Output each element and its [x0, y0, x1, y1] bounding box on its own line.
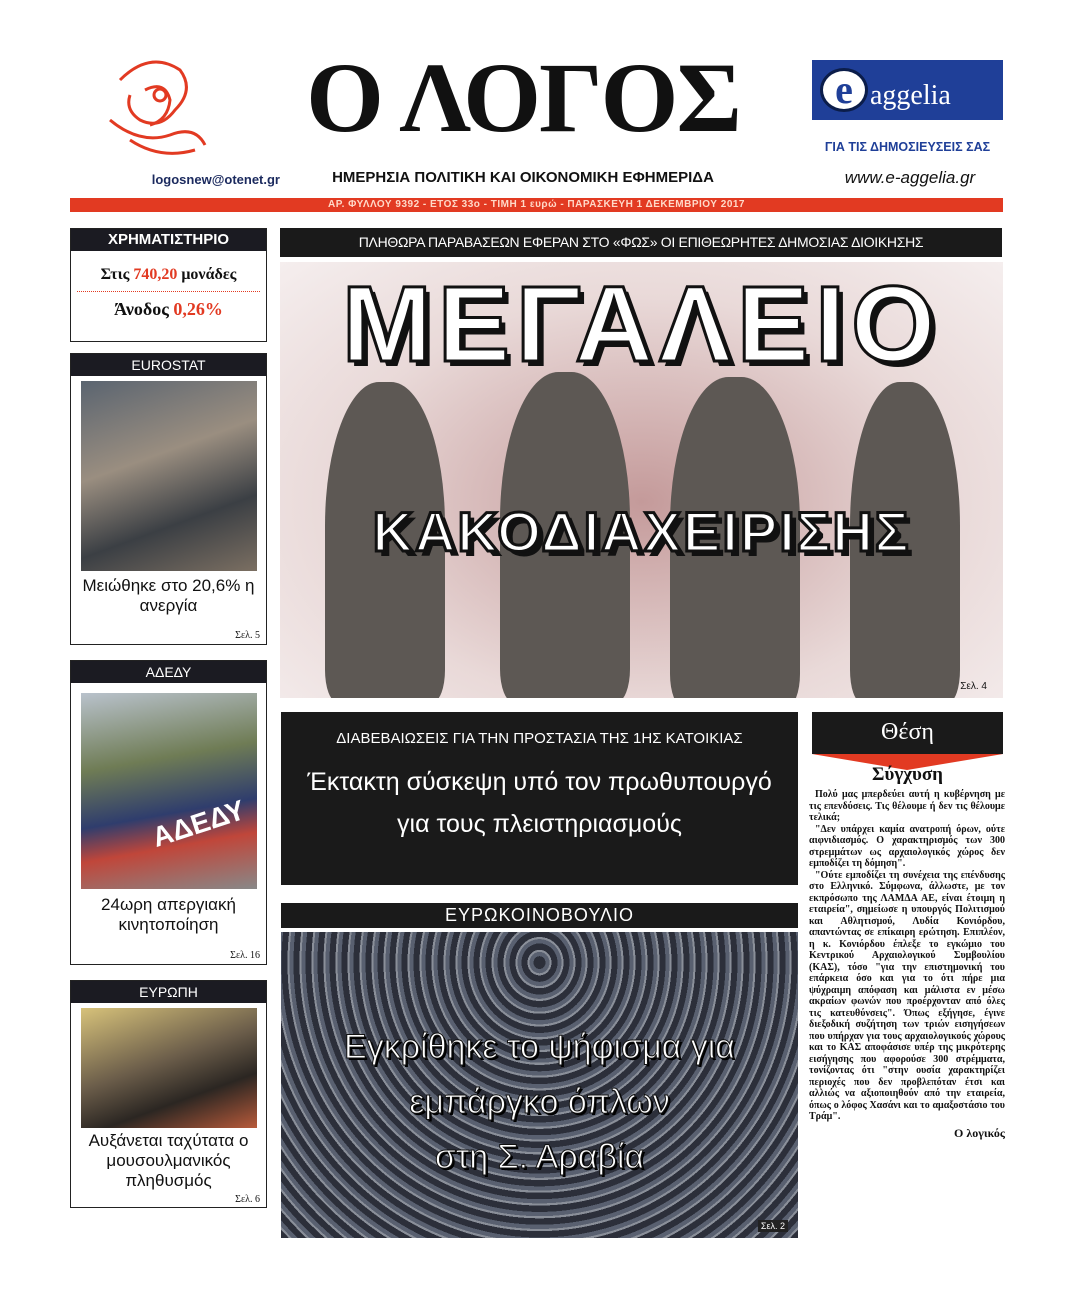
stock-label: Στις	[100, 266, 130, 283]
feature-headline-line1: Έκτακτη σύσκεψη υπό τον πρωθυπουργό	[307, 768, 772, 796]
headline-main: ΜΕΓΑΛΕΙΟ	[341, 263, 942, 384]
eu-parliament-story[interactable]	[281, 932, 798, 1238]
sidebar-story-adedy[interactable]	[70, 660, 267, 965]
headline-sub: ΚΑΚΟΔΙΑΧΕΙΡΙΣΗΣ	[372, 500, 911, 563]
column-title: Σύγχυση	[872, 764, 943, 785]
page-ref: Σελ. 2	[758, 1220, 788, 1232]
story-caption: Αυξάνεται ταχύτατα ο μουσουλμανικός πληθυσμός	[88, 1131, 249, 1190]
contact-email[interactable]: logosnew@otenet.gr	[151, 172, 280, 187]
stock-change-label: Άνοδος	[114, 299, 169, 319]
page-ref: Σελ. 16	[230, 950, 260, 961]
column-header: Θέση	[812, 712, 1003, 754]
newspaper-title: Ο ΛΟΓΟΣ	[306, 42, 740, 153]
column-paragraph: "Δεν υπάρχει καμία ανατροπή όρων, ούτε αιφνιδιασμός. Ο χαρακτηρισμός των 300 στρεμμάτων ως αρχαιολογικός χώρος δεν εμποδίζει τη δόμηση".	[809, 823, 1005, 869]
e-logo-icon: e	[820, 68, 868, 112]
feature-kicker: ΔΙΑΒΕΒΑΙΩΣΕΙΣ ΓΙΑ ΤΗΝ ΠΡΟΣΤΑΣΙΑ ΤΗΣ 1ΗΣ ΚΑΤΟΙΚΙΑΣ	[336, 730, 743, 747]
story-caption: 24ωρη απεργιακή κινητοποίηση	[101, 895, 236, 934]
eaggelia-ad-logo[interactable]	[812, 60, 1003, 120]
sidebar-story-europe[interactable]	[70, 980, 267, 1208]
eu-headline-line2: εμπάργκο όπλων	[409, 1083, 670, 1121]
eu-headline-line1: Εγκρίθηκε το ψήφισμα για	[344, 1028, 735, 1066]
story-photo	[81, 693, 257, 889]
lead-kicker: ΠΛΗΘΩΡΑ ΠΑΡΑΒΑΣΕΩΝ ΕΦΕΡΑΝ ΣΤΟ «ΦΩΣ» ΟΙ ΕΠΙΘΕΩΡΗΤΕΣ ΔΗΜΟΣΙΑΣ ΔΙΟΙΚΗΣΗΣ	[280, 228, 1002, 257]
stock-change-line	[71, 298, 266, 320]
story-header: ΕΥΡΩΠΗ	[71, 981, 266, 1003]
page-ref: Σελ. 4	[960, 681, 987, 692]
stock-change-value: 0,26%	[173, 299, 223, 319]
banner-text: ΑΔΕΔΥ	[148, 794, 249, 853]
issue-info-strip: ΑΡ. ΦΥΛΛΟΥ 9392 - ΕΤΟΣ 33ο - ΤΙΜΗ 1 ευρώ - ΠΑΡΑΣΚΕΥΗ 1 ΔΕΚΕΜΒΡΙΟΥ 2017	[70, 198, 1003, 212]
eaggelia-logo-text: aggelia	[870, 80, 951, 111]
column-body	[809, 789, 1005, 1140]
feature-story[interactable]	[281, 712, 798, 885]
stock-value: 740,20	[133, 266, 178, 283]
stock-header: ΧΡΗΜΑΤΙΣΤΗΡΙΟ	[71, 229, 266, 251]
newspaper-logo-illustration	[100, 50, 225, 165]
lead-story-cartoon[interactable]	[280, 262, 1003, 698]
eu-section-header: ΕΥΡΩΚΟΙΝΟΒΟΥΛΙΟ	[281, 903, 798, 928]
eu-headline-line3: στη Σ. Αραβία	[434, 1138, 645, 1176]
column-paragraph: Πολύ μας μπερδεύει αυτή η κυβέρνηση με τις επενδύσεις. Τις θέλουμε ή δεν τις θέλουμε τελικά;	[809, 789, 1005, 823]
story-header: EUROSTAT	[71, 354, 266, 376]
stock-unit: μονάδες	[181, 266, 237, 283]
story-header: ΑΔΕΔΥ	[71, 661, 266, 683]
story-photo	[81, 381, 257, 571]
feature-headline-line2: για τους πλειστηριασμούς	[397, 810, 682, 838]
page-ref: Σελ. 6	[235, 1194, 260, 1205]
column-paragraph: "Ούτε εμποδίζει τη συνέχεια της επένδυσης στο Ελληνικό. Σύμφωνα, άλλωστε, με τον εκπρόσωπο της ΛΑΜΔΑ ΑΕ, είναι έτοιμη η εταιρεία", σημείωσε η υπουργός Πολιτισμού και Αθλητισμού, Λυδία Κονιόρδου, απαντώντας σε επίκαιρη ερώτηση. Επιπλέον, η κ. Κονιόρδου έπλεξε το εγκώμιο του Κεντρικού Αρχαιολογικού Συμβουλίου (ΚΑΣ), τόσο "για την επιστημονική του επάρκεια όσο και για το ότι πήρε μια ψύχραιμη απόφαση και μάλιστα εν μέσω ακραίων φωνών που προέρχονταν από όλες τις κατευθύνσεις". Όπως εξήγησε, έγινε διεξοδική συζήτηση των τριών εισηγήσεων που υπήρχαν για τους αρχαιολογικούς χώρους και το ΚΑΣ αποφάσισε υπέρ της μικρότερης εισήγησης που αφορούσε 300 στρέμματα, τονίζοντας ότι "στην ουσία χαρακτηρίζει περιοχές που δεν προβλεπόταν έτσι και αλλιώς να αξιοποιηθούν από την εταιρεία, όπως ο λόφος Χασάνι και το αμαξοστάσιο του Τράμ".	[809, 869, 1005, 1122]
story-caption: Μειώθηκε στο 20,6% η ανεργία	[82, 576, 255, 615]
stock-index-line	[77, 265, 260, 292]
story-photo	[81, 1008, 257, 1128]
ad-slogan: ΓΙΑ ΤΙΣ ΔΗΜΟΣΙΕΥΣΕΙΣ ΣΑΣ	[824, 140, 991, 154]
page-ref: Σελ. 5	[235, 630, 260, 641]
sidebar-story-eurostat[interactable]	[70, 353, 267, 645]
column-signature: Ο λογικός	[954, 1125, 1005, 1140]
stock-market-box	[70, 228, 267, 342]
ad-url[interactable]: www.e-aggelia.gr	[844, 168, 976, 187]
newspaper-subtitle: ΗΜΕΡΗΣΙΑ ΠΟΛΙΤΙΚΗ ΚΑΙ ΟΙΚΟΝΟΜΙΚΗ ΕΦΗΜΕΡΙΔΑ	[332, 169, 714, 186]
